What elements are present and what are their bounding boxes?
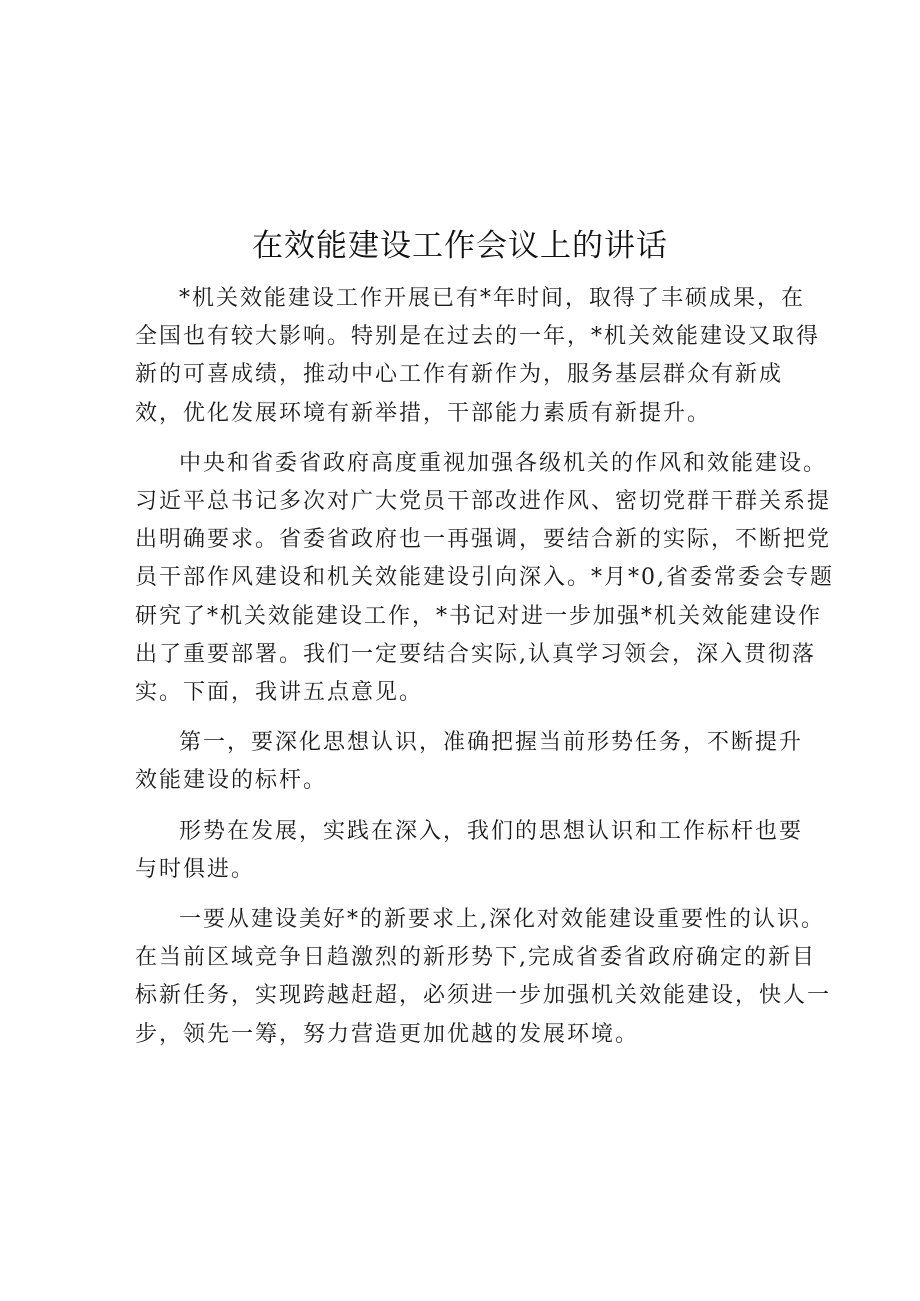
text-line: 出明确要求。省委省政府也一再强调，要结合新的实际，不断把党	[135, 527, 832, 553]
text-line: 与时俱进。	[135, 856, 256, 882]
text-line: 效能建设的标杆。	[135, 768, 328, 794]
text-line: 实。下面，我讲五点意见。	[135, 680, 424, 706]
text-line: 研究了*机关效能建设工作，*书记对进一步加强*机关效能建设作	[135, 603, 823, 629]
document-body	[135, 280, 834, 1066]
paragraph-situation	[135, 813, 807, 889]
text-line: 中央和省委省政府高度重视加强各级机关的作风和效能建设。	[179, 450, 828, 476]
document-title: 在效能建设工作会议上的讲话	[252, 228, 668, 264]
text-line: 员干部作风建设和机关效能建设引向深入。*月*0,省委常委会专题	[135, 565, 834, 591]
text-line: 全国也有较大影响。特别是在过去的一年，*机关效能建设又取得	[135, 324, 821, 350]
text-line: 标新任务，实现跨越赶超，必须进一步加强机关效能建设，快人一	[135, 983, 832, 1009]
text-line: *机关效能建设工作开展已有*年时间，取得了丰硕成果，在	[179, 286, 806, 311]
paragraph-intro	[135, 280, 821, 433]
paragraph-requirement-one	[135, 901, 832, 1054]
text-line: 新的可喜成绩，推动中心工作有新作为，服务基层群众有新成	[135, 362, 784, 388]
text-line: 形势在发展，实践在深入，我们的思想认识和工作标杆也要	[179, 818, 804, 844]
text-line: 出了重要部署。我们一定要结合实际,认真学习领会，深入贯彻落	[135, 641, 816, 667]
paragraph-background	[135, 445, 834, 712]
text-line: 在当前区域竞争日趋激烈的新形势下,完成省委省政府确定的新目	[135, 945, 816, 971]
text-line: 一要从建设美好*的新要求上,深化对效能建设重要性的认识。	[179, 907, 825, 933]
paragraph-point-one	[135, 724, 807, 800]
text-line: 效，优化发展环境有新举措，干部能力素质有新提升。	[135, 400, 712, 426]
text-line: 步，领先一筹，努力营造更加优越的发展环境。	[135, 1021, 640, 1047]
text-line: 习近平总书记多次对广大党员干部改进作风、密切党群干群关系提	[135, 489, 832, 515]
text-line: 第一，要深化思想认识，准确把握当前形势任务，不断提升	[179, 730, 804, 756]
